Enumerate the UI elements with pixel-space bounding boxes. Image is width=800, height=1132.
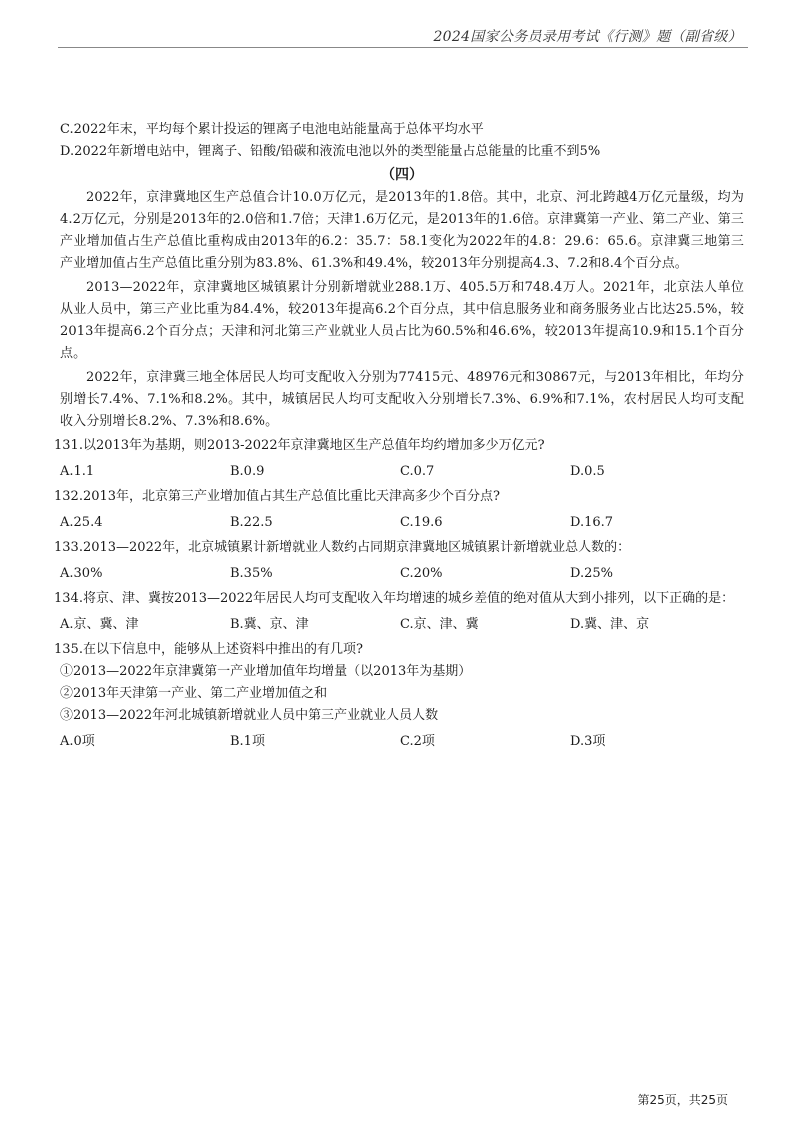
option-a: A.0项 (60, 734, 95, 749)
question-stem (54, 435, 744, 457)
option-c: C.2项 (400, 734, 435, 749)
question-text: 2013—2022年，北京城镇累计新增就业人数约占同期京津冀地区城镇累计新增就业总人数的： (82, 540, 631, 555)
material-paragraph-3: 2022年，京津冀三地全体居民人均可支配收入分别为77415元、48976元和30867元，与2013年相比，年均分别增长7.4%、7.1%和8.2%。其中，城镇居民人均可支配收入分别增长7.3%、6.9%和7.1%，农村居民人均可支配收入分别增长8.2%、7.3%和8.6%。 (60, 370, 744, 429)
option-a: A.25.4 (60, 515, 103, 530)
question-stem (54, 639, 744, 661)
section-title: （四） (381, 167, 423, 183)
question-number: 135. (54, 642, 83, 657)
option-a: A.30% (60, 566, 103, 581)
question-number: 134. (54, 591, 83, 606)
question-text: 2013年，北京第三产业增加值占其生产总值比重比天津高多少个百分点? (82, 489, 501, 504)
option-a: A.京、冀、津 (60, 617, 139, 632)
option-c: C.19.6 (400, 515, 443, 530)
question-stem (54, 486, 744, 508)
prev-option-c: C.2022年末，平均每个累计投运的锂离子电池电站能量高于总体平均水平 (60, 122, 484, 137)
question-options (60, 512, 744, 534)
option-d: D.25% (570, 566, 613, 581)
option-c: C.京、津、冀 (400, 617, 479, 632)
question-134 (54, 588, 744, 636)
prev-option-d: D.2022年新增电站中，锂离子、铅酸/铅碳和液流电池以外的类型能量占总能量的比重不到5% (60, 144, 601, 159)
statement-2: ②2013年天津第一产业、第二产业增加值之和 (60, 686, 328, 701)
question-135 (54, 639, 744, 753)
question-133 (54, 537, 744, 585)
option-d: D.16.7 (570, 515, 614, 530)
statement-3: ③2013—2022年河北城镇新增就业人员中第三产业就业人员人数 (60, 708, 439, 723)
question-stem (54, 537, 744, 559)
document-body (54, 119, 744, 756)
option-b: B.22.5 (230, 515, 273, 530)
question-number: 132. (54, 489, 83, 504)
question-options (60, 563, 744, 585)
question-options (60, 461, 744, 483)
option-d: D.3项 (570, 734, 606, 749)
question-number: 133. (54, 540, 83, 555)
question-131 (54, 435, 744, 483)
option-b: B.0.9 (230, 464, 265, 479)
material-paragraph-2: 2013—2022年，京津冀地区城镇累计分别新增就业288.1万、405.5万和748.4万人。2021年，北京法人单位从业人员中，第三产业比重为84.4%，较2013年提高6.2个百分点，其中信息服务业和商务服务业占比达25.5%，较2013年提高6.2个百分点；天津和河北第三产业就业人员占比为60.5%和46.6%，较2013年提高10.9和15.1个百分点。 (60, 280, 744, 361)
option-d: D.0.5 (570, 464, 605, 479)
option-b: B.1项 (230, 734, 265, 749)
page-number: 第25页，共25页 (637, 1093, 728, 1107)
question-text: 将京、津、冀按2013—2022年居民人均可支配收入年均增速的城乡差值的绝对值从大到小排列，以下正确的是： (82, 591, 735, 606)
option-c: C.0.7 (400, 464, 435, 479)
question-options (60, 614, 744, 636)
question-options (60, 731, 744, 753)
material-paragraph-1: 2022年，京津冀地区生产总值合计10.0万亿元，是2013年的1.8倍。其中，北京、河北跨越4万亿元量级，均为4.2万亿元，分别是2013年的2.0倍和1.7倍；天津1.6万亿元，是2013年的1.6倍。京津冀第一产业、第二产业、第三产业增加值占生产总值比重构成由2013年的6.2：35.7：58.1变化为2022年的4.8：29.6：65.6。京津冀三地第三产业增加值占生产总值比重分别为83.8%、61.3%和49.4%，较2013年分别提高4.3、7.2和8.4个百分点。 (60, 190, 744, 271)
page-header-title: 2024国家公务员录用考试《行测》题（副省级） (433, 29, 742, 45)
option-a: A.1.1 (60, 464, 95, 479)
header-divider (58, 47, 748, 48)
question-stem (54, 588, 744, 610)
option-d: D.冀、津、京 (570, 617, 650, 632)
option-c: C.20% (400, 566, 443, 581)
option-b: B.冀、京、津 (230, 617, 309, 632)
statement-1: ①2013—2022年京津冀第一产业增加值年均增量（以2013年为基期） (60, 664, 472, 679)
question-text: 以2013年为基期，则2013-2022年京津冀地区生产总值年均约增加多少万亿元? (82, 438, 545, 453)
question-number: 131. (54, 438, 83, 453)
question-text: 在以下信息中，能够从上述资料中推出的有几项? (82, 642, 363, 657)
question-132 (54, 486, 744, 534)
option-b: B.35% (230, 566, 273, 581)
